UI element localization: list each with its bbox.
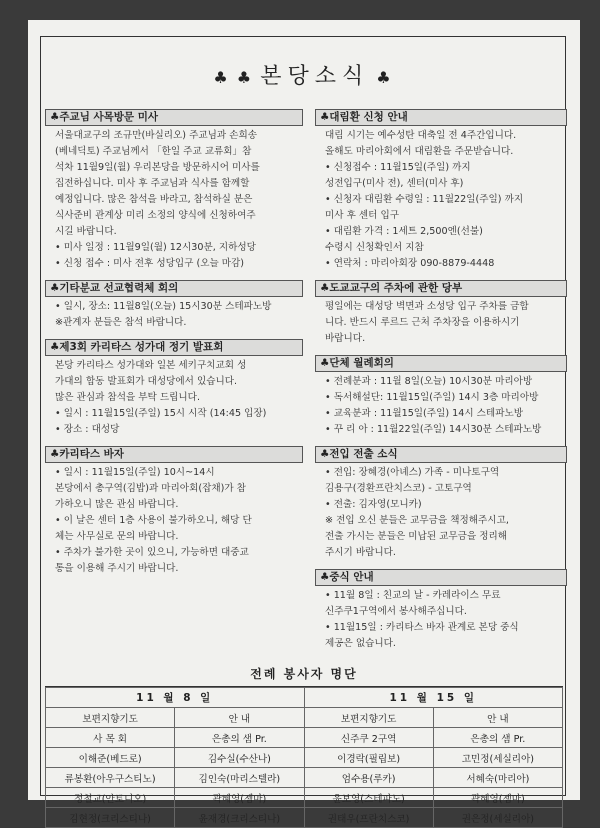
table-row (46, 768, 563, 788)
group-cell: 은총의 샘 Pr. (175, 728, 304, 748)
section-line: 평일에는 대성당 벽면과 소성당 입구 주차를 금합 (325, 301, 529, 312)
section-line: 석차 11월9일(월) 우리본당을 방문하시어 미사를 (55, 162, 260, 173)
section-line: • 꾸 리 아 : 11월22일(주일) 14시30분 스테파노방 (325, 424, 542, 435)
page-frame (40, 36, 566, 825)
section-heading: ♣기타분교 선교협력체 회의 (45, 280, 303, 297)
section-line: 예정입니다. 많은 참석을 바라고, 참석하실 분은 (55, 194, 253, 205)
section-heading: ♣도교교구의 주차에 관한 당부 (315, 280, 567, 297)
section-line: • 신청접수 : 11월15일(주일) 까지 (325, 162, 471, 173)
header-cell: 보편지향기도 (46, 708, 175, 728)
notice-section (45, 446, 303, 581)
section-line: • 전례분과 : 11월 8일(오늘) 10시30분 마리아방 (325, 376, 533, 387)
section-line: • 독서해설단: 11월15일(주일) 14시 3층 마리아방 (325, 392, 539, 403)
name-cell: 윤재경(크리스티나) (175, 808, 304, 828)
section-line: ※ 전입 오신 분들은 교무금을 책정해주시고, (325, 515, 509, 526)
notice-section (45, 339, 303, 442)
group-cell: 은총의 샘 Pr. (433, 728, 562, 748)
section-line: 본당에서 총구역(김밥)과 마리아회(잡채)가 참 (55, 483, 246, 494)
section-line: 수령시 신청확인서 지참 (325, 242, 424, 253)
section-heading: ♣전입 전출 소식 (315, 446, 567, 463)
section-line: • 전입: 장혜경(아녜스) 가족 - 미나토구역 (325, 467, 500, 478)
section-heading: ♣주교님 사목방문 미사 (45, 109, 303, 126)
name-cell: 이경락(필립보) (304, 748, 433, 768)
section-line: 올해도 마리아회에서 대림환을 주문받습니다. (325, 146, 514, 157)
bulletin-page (28, 20, 580, 825)
notice-section (315, 280, 567, 351)
date-cell: 11 월 8 일 (46, 688, 305, 708)
name-cell: 김현정(크리스티나) (46, 808, 175, 828)
header-cell: 안 내 (433, 708, 562, 728)
date-cell: 11 월 15 일 (304, 688, 563, 708)
section-line: 신주쿠1구역에서 봉사해주십니다. (325, 606, 467, 617)
section-line: 가하오니 많은 관심 바랍니다. (55, 499, 179, 510)
section-line: 시길 바랍니다. (55, 226, 117, 237)
section-line: 미사 후 센터 입구 (325, 210, 400, 221)
section-line: 니다. 반드시 루르드 근처 주차장을 이용하시기 (325, 317, 520, 328)
club-icon: ♣ ♣ (213, 68, 261, 87)
section-line: • 주차가 불가한 곳이 있으니, 가능하면 대중교 (55, 547, 249, 558)
name-cell: 서혜숙(마리아) (433, 768, 562, 788)
section-line: • 교육분과 : 11월15일(주일) 14시 스테파노방 (325, 408, 523, 419)
group-cell: 사 목 회 (46, 728, 175, 748)
staff-table (45, 687, 563, 828)
section-line: • 일시 : 11월15일(주일) 15시 시작 (14:45 입장) (55, 408, 267, 419)
table-row (46, 748, 563, 768)
notice-section (315, 355, 567, 442)
section-body (45, 126, 303, 276)
section-line: (베네딕토) 주교님께서 「한일 주교 교류회」참 (55, 146, 252, 157)
section-line: • 신청자 대림환 수령일 : 11월22일(주일) 까지 (325, 194, 524, 205)
notice-section (315, 569, 567, 656)
name-cell: 정철교(안토니오) (46, 788, 175, 808)
staff-title: 전례 봉사자 명단 (45, 663, 563, 687)
section-line: • 장소 : 대성당 (55, 424, 120, 435)
name-cell: 김수실(수산나) (175, 748, 304, 768)
section-line: 서울대교구의 조규만(바실리오) 주교님과 손희송 (55, 130, 257, 141)
section-line: 본당 카리타스 성가대와 일본 세키구치교회 성 (55, 360, 247, 371)
name-cell: 권은정(세실리아) (433, 808, 562, 828)
right-column (315, 109, 567, 660)
section-line: 제공은 없습니다. (325, 638, 396, 649)
section-body (315, 463, 567, 565)
name-cell: 엄수용(루카) (304, 768, 433, 788)
section-line: • 대림환 가격 : 1세트 2,500엔(선불) (325, 226, 483, 237)
title-text: 본당소식 (260, 64, 370, 89)
left-column (45, 109, 303, 585)
name-cell: 류봉환(아우구스티노) (46, 768, 175, 788)
header-cell: 안 내 (175, 708, 304, 728)
section-line: 많은 관심과 참석을 부탁 드립니다. (55, 392, 200, 403)
section-body (45, 297, 303, 335)
section-heading: ♣카리타스 바자 (45, 446, 303, 463)
section-line: • 신청 접수 : 미사 전후 성당입구 (오늘 마감) (55, 258, 245, 269)
notice-section (45, 109, 303, 276)
notice-section (315, 446, 567, 565)
club-icon: ♣ (369, 68, 393, 87)
section-line: 전출 가시는 분들은 미납된 교무금을 정리해 (325, 531, 508, 542)
section-heading: ♣대림환 신청 안내 (315, 109, 567, 126)
name-cell: 고민정(세실리아) (433, 748, 562, 768)
section-line: • 일시 : 11월15일(주일) 10시~14시 (55, 467, 215, 478)
section-line: 가대의 합동 발표회가 대성당에서 있습니다. (55, 376, 238, 387)
header-cell: 보편지향기도 (304, 708, 433, 728)
notice-section (315, 109, 567, 276)
section-heading: ♣제3회 카리타스 성가대 정기 발표회 (45, 339, 303, 356)
section-body (45, 356, 303, 442)
name-cell: 윤보영(스테파노) (304, 788, 433, 808)
section-line: • 이 날은 센터 1층 사용이 불가하오니, 해당 단 (55, 515, 252, 526)
table-row (46, 788, 563, 808)
page-title (41, 59, 565, 90)
section-line: 성전입구(미사 전), 센터(미사 후) (325, 178, 464, 189)
section-heading: ♣중식 안내 (315, 569, 567, 586)
name-cell: 권태우(프란치스코) (304, 808, 433, 828)
section-line: 통을 이용해 주시기 바랍니다. (55, 563, 179, 574)
section-line: 주시기 바랍니다. (325, 547, 396, 558)
section-line: • 미사 일정 : 11월9일(월) 12시30분, 지하성당 (55, 242, 256, 253)
section-line: • 11월15일 : 카리타스 바자 관계로 본당 중식 (325, 622, 519, 633)
staff-roster (45, 663, 563, 828)
section-body (45, 463, 303, 581)
section-body (315, 126, 567, 276)
section-line: 김용구(경환프란치스코) - 고토구역 (325, 483, 472, 494)
section-line: ※관계자 분들은 참석 바랍니다. (55, 317, 187, 328)
section-line: 집전하십니다. 미사 후 주교님과 식사를 함께할 (55, 178, 250, 189)
name-cell: 김인숙(마리스텔라) (175, 768, 304, 788)
section-line: 식사준비 관계상 미리 소정의 양식에 신청하여주 (55, 210, 256, 221)
table-row (46, 808, 563, 828)
section-body (315, 586, 567, 656)
section-line: • 전출: 김자영(모니카) (325, 499, 422, 510)
name-cell: 곽혜영(젬마) (433, 788, 562, 808)
section-line: 바랍니다. (325, 333, 366, 344)
section-body (315, 372, 567, 442)
section-heading: ♣단체 월례회의 (315, 355, 567, 372)
name-cell: 곽혜영(젬마) (175, 788, 304, 808)
section-line: 대림 시기는 예수성탄 대축일 전 4주간입니다. (325, 130, 517, 141)
name-cell: 이해준(베드로) (46, 748, 175, 768)
notice-section (45, 280, 303, 335)
section-line: 체는 사무실로 문의 바랍니다. (55, 531, 179, 542)
group-cell: 신주쿠 2구역 (304, 728, 433, 748)
section-body (315, 297, 567, 351)
section-line: • 일시, 장소: 11월8일(오늘) 15시30분 스테파노방 (55, 301, 272, 312)
section-line: • 11월 8일 : 친교의 날 - 카레라이스 무료 (325, 590, 501, 601)
section-line: • 연락처 : 마리아회장 090-8879-4448 (325, 258, 495, 269)
